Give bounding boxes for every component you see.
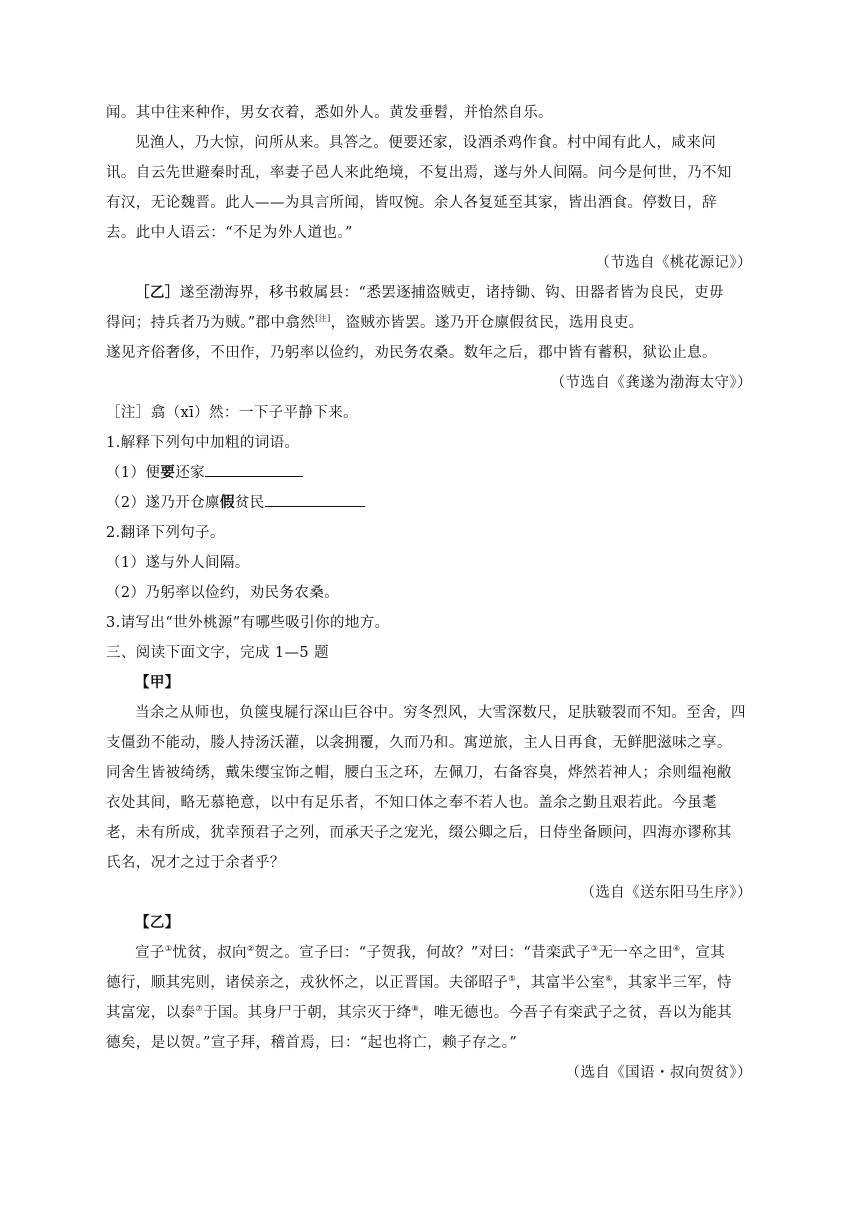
text-span: ，盗贼亦皆罢。遂乃开仓廪假贫民，选用良吏。	[330, 315, 644, 331]
text-line: 氏名，况才之过于余者乎？	[106, 855, 285, 871]
text-line: 闻。其中往来种作，男女衣着，悉如外人。黄发垂髫，并怡然自乐。	[106, 105, 553, 121]
text-line: 其富宠，以泰⑦于国。其身尸于朝，其宗灭于绛⑧，唯无德也。今吾子有栾武子之贫，吾以为能其	[106, 1004, 733, 1021]
footnote: ［注］翕（xī）然：一下子平静下来。	[106, 405, 359, 421]
answer-blank[interactable]	[205, 460, 303, 477]
text-span: （1）便	[106, 465, 161, 481]
footnote-marker: ②	[246, 944, 255, 954]
text-line: 当余之从师也，负箧曳屣行深山巨谷中。穷冬烈风，大雪深数尺，足肤皲裂而不知。至舍，四	[135, 705, 746, 721]
footnote-marker: ①	[164, 944, 173, 954]
text-span: 贫民	[234, 495, 265, 511]
text-line: 去。此中人语云：“不足为外人道也。”	[106, 225, 353, 241]
source-citation: （节选自《龚遂为渤海太守》）	[550, 375, 752, 391]
footnote-marker: ③	[590, 944, 599, 954]
text-line	[106, 308, 752, 338]
answer-blank[interactable]	[265, 490, 365, 507]
question-item	[106, 458, 752, 488]
question-title: 1.解释下列句中加粗的词语。	[106, 435, 300, 451]
text-line: 讯。自云先世避秦时乱，率妻子邑人来此绝境，不复出焉，遂与外人间隔。问今是何世，乃不知	[106, 165, 732, 181]
footnote-marker: ⑤	[508, 974, 516, 984]
passage-label: 【甲】	[135, 674, 180, 691]
text-line: 老，未有所成，犹幸预君子之列，而承天子之宠光，缀公卿之后，日侍坐备顾问，四海亦谬称其	[106, 825, 732, 841]
text-line: 同舍生皆被绮绣，戴朱缨宝饰之帽，腰白玉之环，左佩刀，右备容臭，烨然若神人；余则缊袍敝	[106, 765, 732, 781]
question-title: 3.请写出“世外桃源”有哪些吸引你的地方。	[106, 615, 390, 631]
text-line: 遂见齐俗奢侈，不田作，乃躬率以俭约，劝民务农桑。数年之后，郡中皆有蓄积，狱讼止息。	[106, 345, 717, 361]
document-page	[106, 98, 752, 1088]
text-line: 德矣，是以贺。”宣子拜，稽首焉，曰：“起也将亡，赖子存之。”	[106, 1035, 518, 1051]
text-line	[106, 278, 752, 308]
question-item: （2）乃躬率以俭约，劝民务农桑。	[106, 585, 340, 601]
footnote-marker: [注]	[315, 314, 331, 324]
text-line: 德行，顺其宪则，诸侯亲之，戎狄怀之，以正晋国。夫郤昭子⑤，其富半公室⑥，其家半三军，恃	[106, 974, 733, 991]
footnote-marker: ⑧	[411, 1004, 420, 1014]
section-title: 三、阅读下面文字，完成 1—5 题	[106, 645, 329, 661]
text-line: 宣子①忧贫，叔向②贺之。宣子曰：“子贺我，何故？”对曰：“昔栾武子③无一卒之田④，宣其	[135, 944, 726, 961]
footnote-marker: ⑦	[195, 1004, 203, 1014]
bold-word: 假	[219, 494, 235, 511]
passage-label: ［乙］	[135, 284, 180, 301]
source-citation: （节选自《桃花源记》）	[595, 255, 752, 271]
source-citation: （选自《送东阳马生序》）	[580, 885, 752, 901]
text-line: 衣处其间，略无慕艳意，以中有足乐者，不知口体之奉不若人也。盖余之勤且艰若此。今虽耄	[106, 795, 717, 811]
text-line: 有汉，无论魏晋。此人——为具言所闻，皆叹惋。余人各复延至其家，皆出酒食。停数日，辞	[106, 195, 717, 211]
text-line: 支僵劲不能动，媵人持汤沃灌，以衾拥覆，久而乃和。寓逆旅，主人日再食，无鲜肥滋味之享。	[106, 735, 732, 751]
source-citation: （选自《国语・叔向贺贫》）	[565, 1065, 752, 1081]
text-line: 见渔人，乃大惊，问所从来。具答之。便要还家，设酒杀鸡作食。村中闻有此人，咸来问	[135, 135, 717, 151]
text-span: （2）遂乃开仓廪	[106, 495, 220, 511]
question-title: 2.翻译下列句子。	[106, 525, 225, 541]
bold-word: 要	[160, 464, 176, 481]
text-span: 还家	[175, 465, 206, 481]
text-span: 得问；持兵者乃为贼。”郡中翕然	[106, 315, 316, 331]
passage-label: 【乙】	[135, 914, 180, 931]
text-span: 遂至渤海界，移书敕属县：“悉罢逐捕盗贼吏，诸持锄、钩、田器者皆为良民，吏毋	[179, 285, 724, 301]
question-item	[106, 488, 752, 518]
footnote-marker: ⑥	[605, 974, 613, 984]
footnote-marker: ④	[672, 944, 681, 954]
question-item: （1）遂与外人间隔。	[106, 555, 250, 571]
